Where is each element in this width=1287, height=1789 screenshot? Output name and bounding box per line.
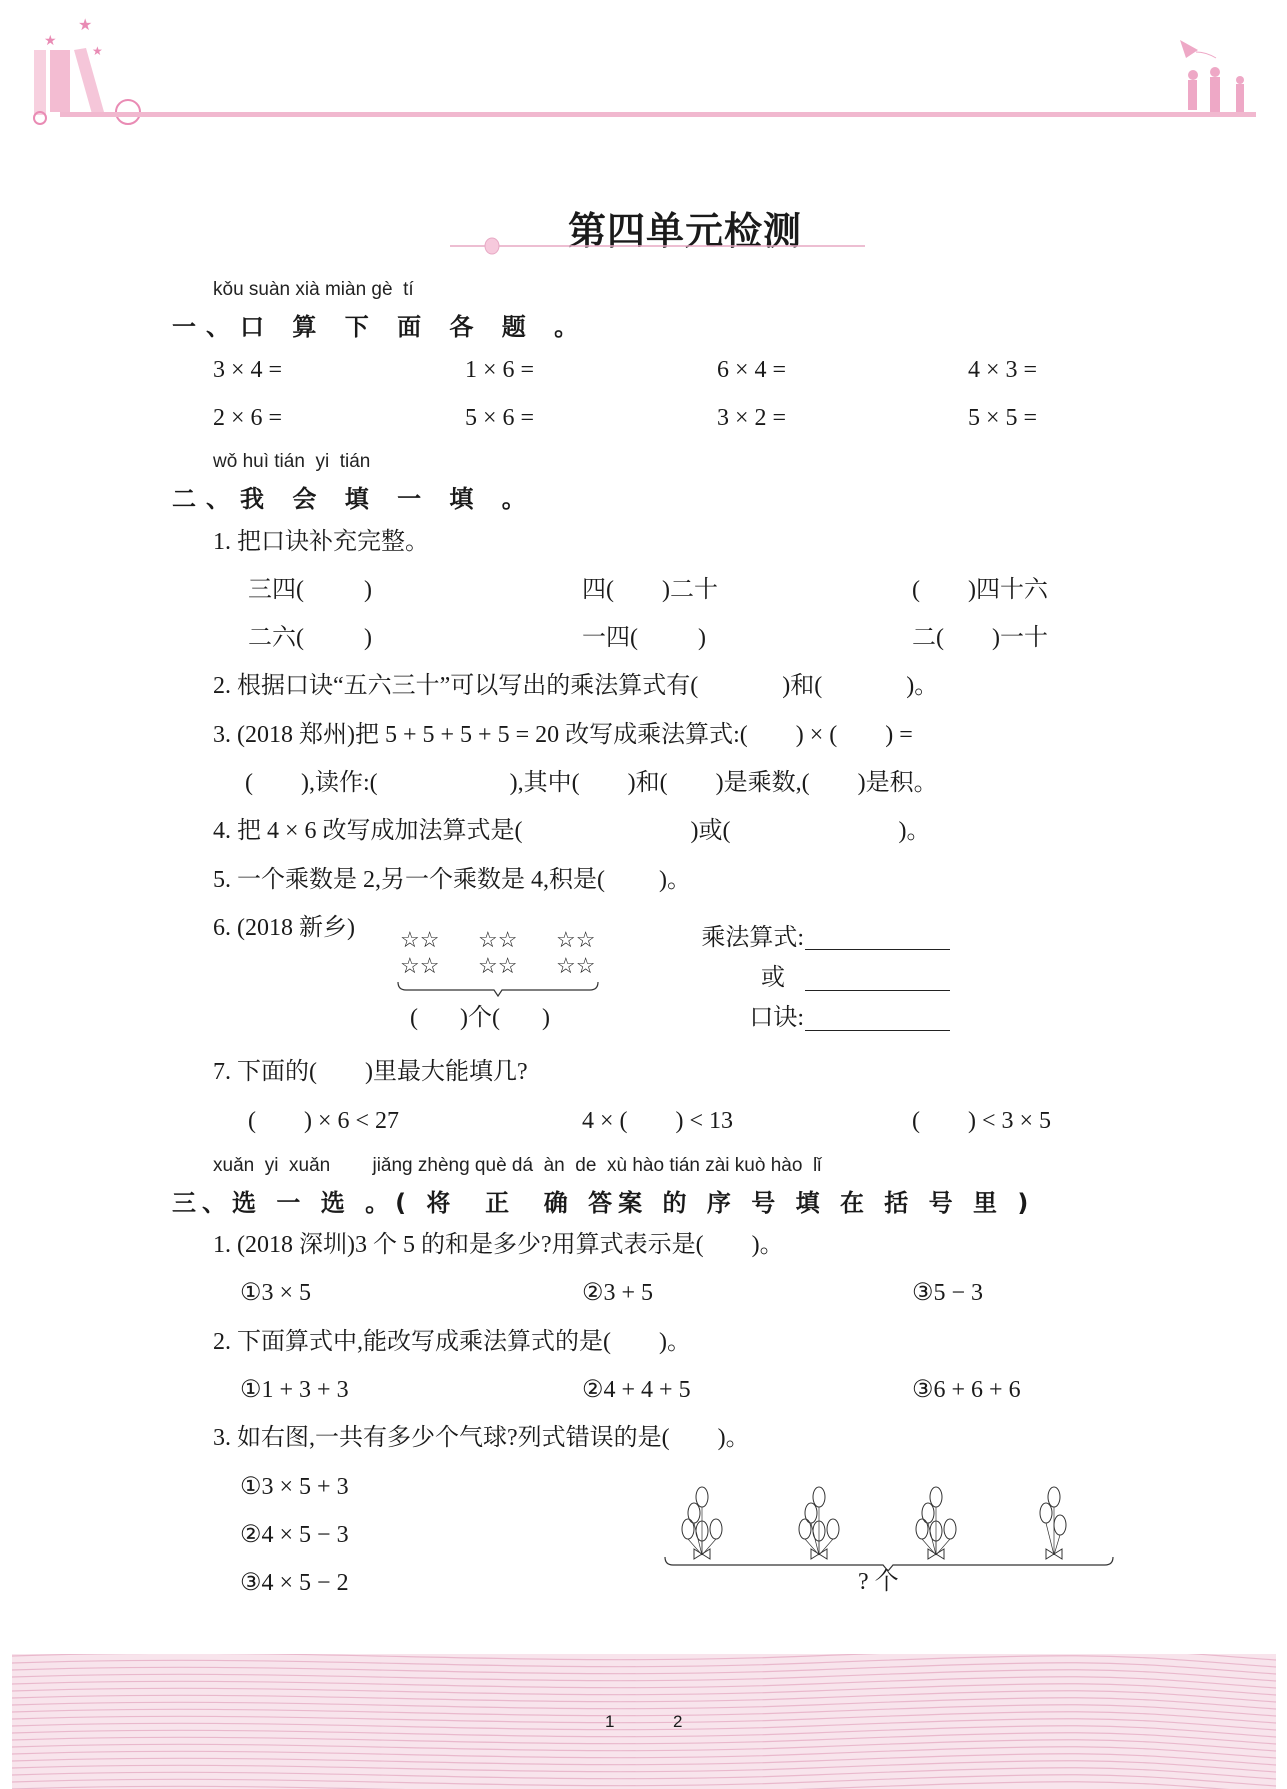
section2-heading: 二、我 会 填 一 填 。 — [172, 485, 536, 513]
children-kite-icon — [1180, 40, 1244, 112]
question-3-line1: 3. (2018 郑州)把 5 + 5 + 5 + 5 = 20 改写成乘法算式:( ) × ( ) = — [213, 722, 913, 748]
section1-heading: 一、口 算 下 面 各 题 。 — [172, 313, 589, 341]
wave-line — [12, 1761, 1276, 1772]
section3-pinyin: xuǎn yi xuǎn jiǎng zhèng què dá àn de xù hào tián zài kuò hào lǐ — [213, 1155, 822, 1176]
answer-blank[interactable] — [805, 927, 950, 950]
option[interactable]: ①3 × 5 + 3 — [240, 1474, 349, 1500]
wave-line — [12, 1726, 1276, 1737]
wave-line — [12, 1684, 1276, 1695]
option[interactable]: ①3 × 5 — [240, 1280, 312, 1306]
answer-blank[interactable] — [805, 968, 950, 991]
wave-line — [12, 1670, 1276, 1681]
stars: ☆☆ — [556, 953, 596, 978]
question-3: 3. 如右图,一共有多少个气球?列式错误的是( )。 — [213, 1425, 750, 1451]
question-4: 4. 把 4 × 6 改写成加法算式是( )或( )。 — [213, 818, 931, 844]
problem: 5 × 5 = — [968, 405, 1038, 431]
option[interactable]: ①1 + 3 + 3 — [240, 1377, 349, 1403]
option[interactable]: ③5 − 3 — [912, 1280, 984, 1306]
section3-heading: 三、选 一 选 。( 将 正 确 答案 的 序 号 填 在 括 号 里 ) — [172, 1189, 1035, 1217]
answer-blank[interactable] — [805, 1008, 950, 1031]
option[interactable]: ②4 × 5 − 3 — [240, 1522, 349, 1548]
wave-line — [12, 1747, 1276, 1758]
wave-line — [12, 1754, 1276, 1765]
problem: 5 × 6 = — [465, 405, 535, 431]
balloon-bunch-icon — [916, 1487, 956, 1559]
svg-text:★: ★ — [78, 17, 93, 34]
fill-item: ( ) < 3 × 5 — [912, 1108, 1052, 1134]
question-1: 1. 把口诀补充完整。 — [213, 529, 429, 555]
stars: ☆☆ — [478, 953, 518, 978]
wave-pattern — [12, 1654, 1276, 1789]
section1-pinyin: kǒu suàn xià miàn gè tí — [213, 279, 414, 300]
brace-icon — [396, 980, 606, 1000]
title-underline — [450, 236, 870, 256]
header-decoration — [0, 0, 1287, 140]
multiplication-label: 乘法算式: — [701, 925, 804, 951]
balloon-bunch-icon — [682, 1487, 722, 1559]
balloons-figure — [660, 1485, 1120, 1575]
rhyme-label: 口诀: — [749, 1005, 804, 1031]
question-7: 7. 下面的( )里最大能填几? — [213, 1059, 528, 1085]
question-1: 1. (2018 深圳)3 个 5 的和是多少?用算式表示是( )。 — [213, 1232, 784, 1258]
wave-line — [12, 1663, 1276, 1674]
stars: ☆☆ — [400, 953, 440, 978]
page-title: 第四单元检测 — [568, 211, 803, 253]
wave-line — [12, 1656, 1276, 1667]
question-2: 2. 根据口诀“五六三十”可以写出的乘法算式有( )和( )。 — [213, 673, 939, 699]
fill-item: 二六( ) — [248, 625, 372, 651]
fill-item: ( ) × 6 < 27 — [248, 1108, 400, 1134]
balloon-bunch-icon — [1040, 1487, 1066, 1559]
option[interactable]: ②4 + 4 + 5 — [582, 1377, 691, 1403]
section2-pinyin: wǒ huì tián yi tián — [213, 451, 371, 472]
wave-line — [12, 1768, 1276, 1779]
question-6-label: 6. (2018 新乡) — [213, 915, 355, 941]
stars: ☆☆ — [478, 927, 518, 952]
question-5: 5. 一个乘数是 2,另一个乘数是 4,积是( )。 — [213, 867, 691, 893]
stars: ☆☆ — [400, 927, 440, 952]
wave-line — [12, 1712, 1276, 1723]
problem: 1 × 6 = — [465, 357, 535, 383]
question-3-line2: ( ),读作:( ),其中( )和( )是乘数,( )是积。 — [245, 770, 938, 796]
wave-line — [12, 1677, 1276, 1688]
wave-line — [12, 1740, 1276, 1751]
fill-item: 二( )一十 — [912, 625, 1048, 651]
problem: 2 × 6 = — [213, 405, 283, 431]
books-flower-icon — [34, 17, 140, 124]
balloon-bunch-icon — [799, 1487, 839, 1559]
wave-line — [12, 1698, 1276, 1709]
figure-label: ? 个 — [858, 1569, 899, 1595]
group-label: ( )个( ) — [410, 1005, 550, 1031]
page-number: 1 — [605, 1712, 615, 1731]
fill-item: 三四( ) — [248, 577, 372, 603]
header-rule — [60, 112, 1256, 117]
option[interactable]: ③6 + 6 + 6 — [912, 1377, 1021, 1403]
or-label: 或 — [761, 965, 785, 991]
wave-line — [12, 1654, 1276, 1660]
option[interactable]: ②3 + 5 — [582, 1280, 654, 1306]
fill-item: 一四( ) — [582, 625, 706, 651]
wave-line — [12, 1691, 1276, 1702]
page-number: 2 — [673, 1712, 683, 1731]
footer-band — [12, 1654, 1276, 1789]
problem: 3 × 4 = — [213, 357, 283, 383]
svg-text:★: ★ — [92, 44, 103, 58]
option[interactable]: ③4 × 5 − 2 — [240, 1570, 349, 1596]
wave-line — [12, 1775, 1276, 1786]
svg-text:★: ★ — [44, 34, 57, 49]
wave-line — [12, 1705, 1276, 1716]
question-2: 2. 下面算式中,能改写成乘法算式的是( )。 — [213, 1329, 691, 1355]
problem: 4 × 3 = — [968, 357, 1038, 383]
problem: 6 × 4 = — [717, 357, 787, 383]
wave-line — [12, 1719, 1276, 1730]
stars: ☆☆ — [556, 927, 596, 952]
problem: 3 × 2 = — [717, 405, 787, 431]
fill-item: 四( )二十 — [582, 577, 718, 603]
wave-line — [12, 1733, 1276, 1744]
fill-item: 4 × ( ) < 13 — [582, 1108, 734, 1134]
fill-item: ( )四十六 — [912, 577, 1048, 603]
